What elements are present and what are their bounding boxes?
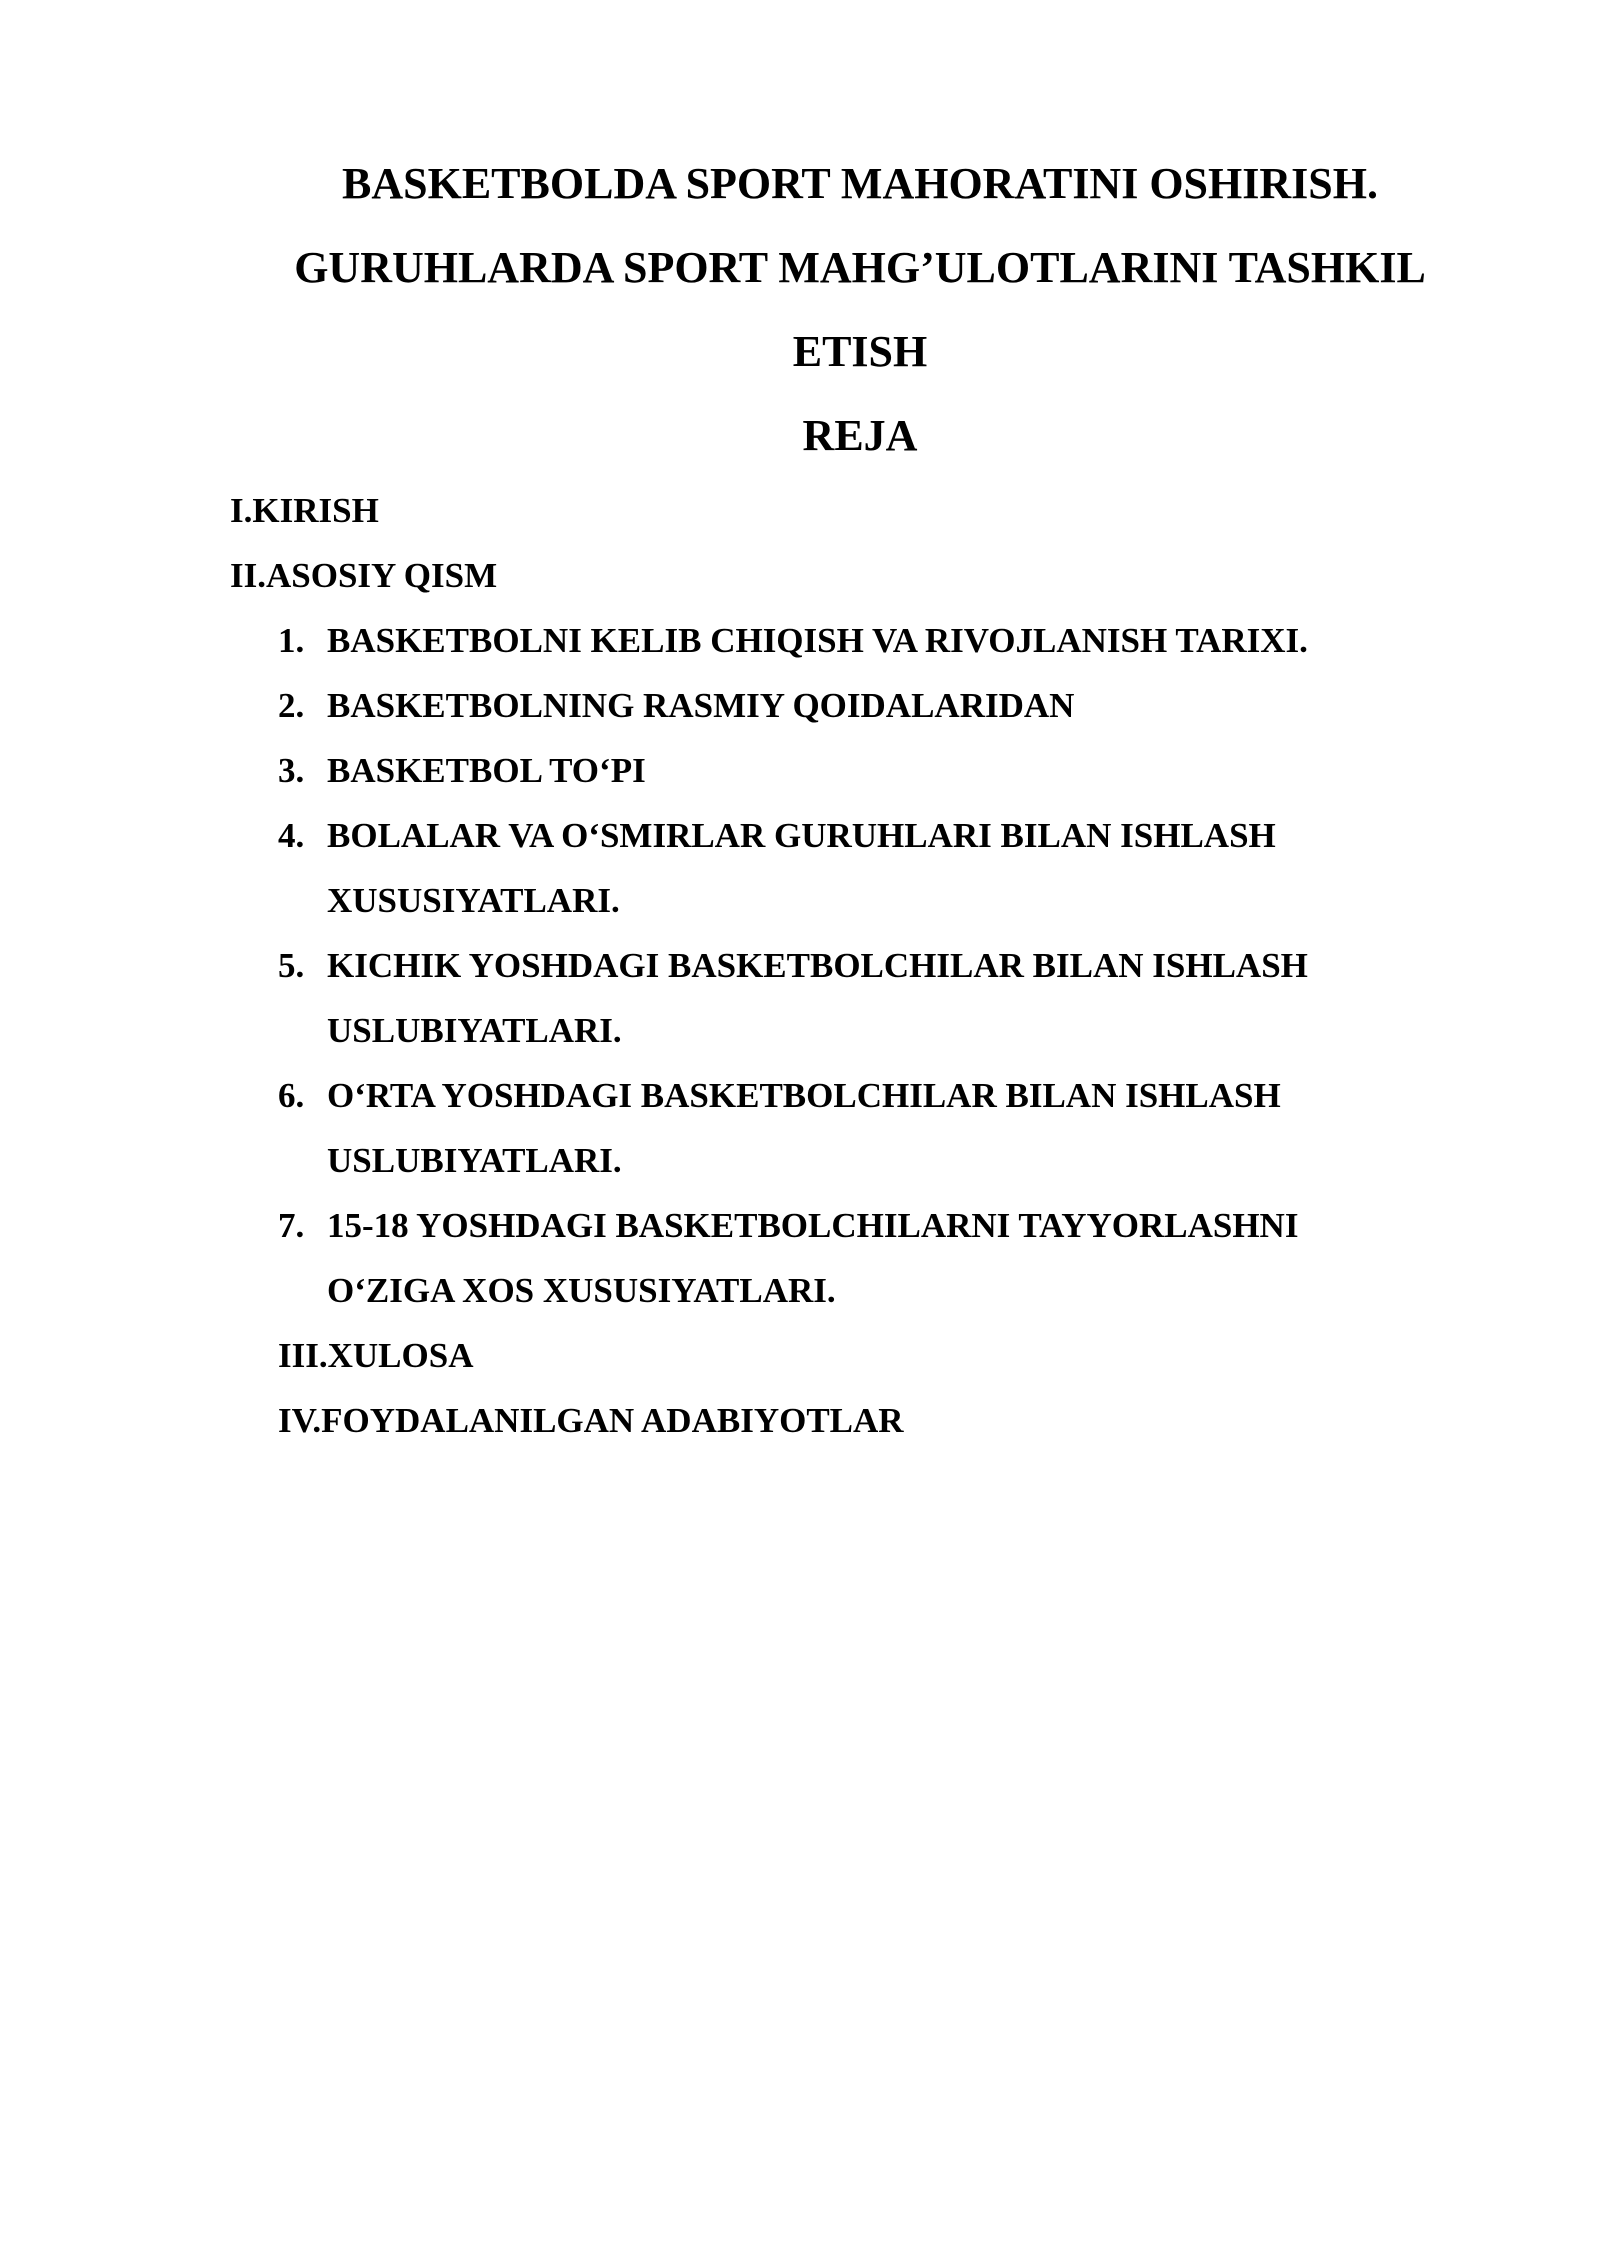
list-item-text: BOLALAR VA O‘SMIRLAR GURUHLARI BILAN ISHLASH xyxy=(327,816,1276,855)
title-line-1: BASKETBOLDA SPORT MAHORATINI OSHIRISH. xyxy=(342,159,1378,208)
list-item-number: 5. xyxy=(278,946,305,985)
plan-heading: REJA xyxy=(802,411,918,460)
list-item-text-continued: XUSUSIYATLARI. xyxy=(327,881,620,920)
outline-conclusion: III.XULOSA xyxy=(278,1336,474,1375)
list-item-number: 7. xyxy=(278,1206,305,1245)
list-item xyxy=(230,608,1490,673)
outline-intro: I.KIRISH xyxy=(230,491,379,530)
list-item xyxy=(230,1063,1490,1193)
list-item xyxy=(230,673,1490,738)
list-item xyxy=(230,1193,1490,1323)
list-item xyxy=(230,803,1490,933)
list-item-number: 1. xyxy=(278,621,305,660)
list-item-number: 2. xyxy=(278,686,305,725)
list-item-text: BASKETBOL TO‘PI xyxy=(327,751,646,790)
list-item xyxy=(230,933,1490,1063)
plan-outline xyxy=(230,478,1490,1453)
outline-main-part: II.ASOSIY QISM xyxy=(230,556,498,595)
list-item-number: 3. xyxy=(278,751,305,790)
title-line-3: ETISH xyxy=(792,327,928,376)
list-item-text-continued: USLUBIYATLARI. xyxy=(327,1011,622,1050)
list-item-number: 4. xyxy=(278,816,305,855)
list-item-text: BASKETBOLNING RASMIY QOIDALARIDAN xyxy=(327,686,1075,725)
list-item-text: O‘RTA YOSHDAGI BASKETBOLCHILAR BILAN ISHLASH xyxy=(327,1076,1281,1115)
outline-references: IV.FOYDALANILGAN ADABIYOTLAR xyxy=(278,1401,904,1440)
list-item-text-continued: O‘ZIGA XOS XUSUSIYATLARI. xyxy=(327,1271,836,1310)
document-title xyxy=(230,142,1490,478)
list-item-text: BASKETBOLNI KELIB CHIQISH VA RIVOJLANISH TARIXI. xyxy=(327,621,1308,660)
title-line-2: GURUHLARDA SPORT MAHG’ULOTLARINI TASHKIL xyxy=(294,243,1426,292)
list-item xyxy=(230,738,1490,803)
list-item-text: 15-18 YOSHDAGI BASKETBOLCHILARNI TAYYORLASHNI xyxy=(327,1206,1299,1245)
list-item-text: KICHIK YOSHDAGI BASKETBOLCHILAR BILAN ISHLASH xyxy=(327,946,1308,985)
list-item-number: 6. xyxy=(278,1076,305,1115)
list-item-text-continued: USLUBIYATLARI. xyxy=(327,1141,622,1180)
